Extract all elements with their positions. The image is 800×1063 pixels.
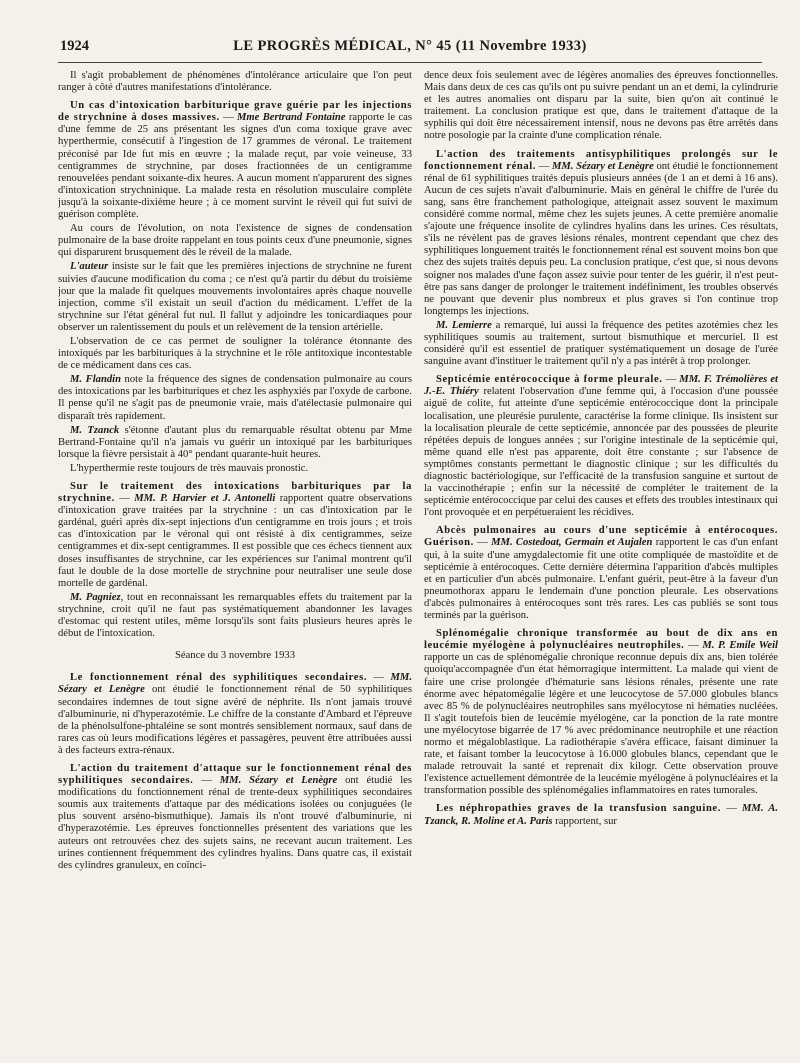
- article-paragraph: Splénomégalie chronique transformée au bout de dix ans en leucémie myélogène à polynucléaires neutrophiles. — M. P. Emile Weil rapporte un cas de splénomégalie chronique reconnue depuis dix ans, bien tolérée quoiqu'accompagnée d'un état hémorragique intermittent. La malade qui vient de faire une crise prolongée d'hématurie sans lésions rénales, présente une rate énorme avec hépatomégalie légère et une leucocytose de 57.000 globules blancs avec 85 % de polynucléaires neutrophiles sans myélocytose ni hématies nucléées. Il s'agit toutefois bien de leucémie myélogène, car la ponction de la rate montre une myélocytose bigarrée de 17 % avec prédominance neutrophile et une réaction normo et mégaloblastique. La radiothérapie s'avéra efficace, faisant diminuer la rate, et faisant tomber la leucocytose à 16.000 globules blancs, cependant que le malade retrouvait la santé et reprenait dix kilogr. Cette observation prouve l'existence actuellement démontrée de la leucémie myélogène à polynucléaires et la transformation possible des splénomégalies inflammatoires en rates tumorales.: [424, 628, 778, 797]
- article-author: M. P. Emile Weil: [702, 640, 778, 652]
- article-text: note la fréquence des signes de condensation pulmonaire au cours des intoxications par les barbituriques et chez les asphyxiés par l'oxyde de carbone. Il pense qu'il ne s'agit pas de pneumonie vraie, mais d'atélectasie pulmonaire qui disparaît très rapidement.: [58, 374, 412, 422]
- article-text: insiste sur le fait que les premières injections de strychnine ne furent suivies d'aucune modification du coma ; ce n'est qu'à partir du début du troisième jour que la malade fit quelques mouvements involontaires après chaque nouvelle injection, comme s'il existait un seuil d'action du médicament. L'effet de la strychnine sur l'état général fut nul. Il fallut y adjoindre les tonicardiaques pour observer un ralentissement du pouls et un relèvement de la tension artérielle.: [58, 261, 412, 333]
- article-paragraph: L'action des traitements antisyphilitiques prolongés sur le fonctionnement rénal. — MM. Sézary et Lenègre ont étudié le fonctionnement rénal de 61 syphilitiques traités depuis plusieurs années (de 1 an et demi à 16 ans). Aucun de ces sujets n'avait d'albuminurie. Mais en général le chiffre de l'urée du sang, sans être franchement pathologique, atteignait assez souvent le maximum considéré comme normal, même chez les sujets jeunes. A cette première anomalie s'ajoute une fréquence insolite de cylindres hyalins dans les urines. Ces résultats, s'ils ne révèlent pas de graves lésions rénales, montrent cependant que chez des syphilitiques longuement traités le fonctionnement rénal est souvent moins bon que chez des sujets traités depuis peu. La conclusion pratique, c'est que, si nous devons soigner nos malades d'une façon assez suivie pour tenter de les guérir, il n'est peut-être pas sans danger de prolonger le traitement indéfiniment, les troubles observés ne pouvant que devenir plus nombreux et plus graves si l'on continue trop longtemps les injections.: [424, 148, 778, 317]
- article-author: MM. Costedoat, Germain et Aujalen: [491, 537, 653, 549]
- article-title: L'action du traitement d'attaque sur le fonctionnement rénal des syphilitiques secondaires.: [58, 762, 412, 787]
- article-text: , tout en reconnaissant les remarquables effets du traitement par la strychnine, croit qu'il ne faut pas systématiquement abandonner les lavages d'estomac qui restent utiles, même lorsqu'ils sont faits plusieurs heures après le début de l'intoxication.: [58, 591, 412, 640]
- article-text: ont étudié les modifications du fonctionnement rénal de trente-deux syphilitiques secondaires soumis aux traitements d'attaque par des médications isolées ou conjuguées (le plus souvent arséno-bismuthique). Jamais ils n'ont trouvé d'albuminurie, ni d'hyperazotémie. Les épreuves fonctionnelles présentent des variations que les auteurs ont retrouvées chez des sujets sains, ne recevant aucun traitement. Les urines contiennent fréquemment des cylindres hyalins. Dans quatre cas, il existait des cylindres granuleux, en coïnci-: [58, 775, 412, 871]
- article-paragraph: Sur le traitement des intoxications barbituriques par la strychnine. — MM. P. Harvier et J. Antonelli rapportent quatre observations d'intoxication grave traitées par la strychnine : un cas d'intoxication par le gardénal, guéri après dix-sept injections d'un centigramme en trois jours ; et trois cas d'intoxication par le véronal qui ont résisté à dix centigrammes, seize centigrammes et dix-sept centigrammes. Il est possible que ces échecs tiennent aux doses insuffisantes de strychnine, car les expériences sur l'animal montrent qu'il faut le double de la dose mortelle de strychnine pour neutraliser une seule dose mortelle de gardénal.: [58, 481, 412, 589]
- article-author: MM. Sézary et Lenègre: [58, 672, 412, 696]
- article-septicemie-pleurale: [424, 374, 778, 519]
- article-paragraph: [58, 592, 412, 640]
- article-author: MM. P. Harvier et J. Antonelli: [134, 493, 276, 505]
- article-author: MM. Sézary et Lenègre: [551, 160, 654, 172]
- article-text: ont étudié le fonctionnement rénal de 61 syphilitiques traités depuis plusieurs années (de 1 an et demi à 16 ans). Aucun de ces sujets n'avait d'albuminurie. Mais en général le chiffre de l'urée du sang, sans être franchement pathologique, atteignait assez souvent le maximum considéré comme normal, même chez les sujets jeunes. A cette première anomalie s'ajoute une fréquence insolite de cylindres hyalins dans les urines. Ces résultats, s'ils ne révèlent pas de graves lésions rénales, montrent cependant que chez des syphilitiques longuement traités le fonctionnement rénal est souvent moins bon que chez des sujets traités depuis peu. La conclusion pratique, c'est que, si nous devons soigner nos malades d'une façon assez suivie pour tenter de les guérir, il n'est peut-être pas sans danger de prolonger le traitement indéfiniment, les troubles observés ne pouvant que devenir plus nombreux et plus graves si l'on continue trop longtemps les injections.: [424, 160, 778, 317]
- article-paragraph: L'action du traitement d'attaque sur le fonctionnement rénal des syphilitiques secondaires. — MM. Sézary et Lenègre ont étudié les modifications du fonctionnement rénal de trente-deux syphilitiques secondaires soumis aux traitements d'attaque par des médications isolées ou conjuguées (le plus souvent arséno-bismuthique). Jamais ils n'ont trouvé d'albuminurie, ni d'hyperazotémie. Les épreuves fonctionnelles présentent des variations que les auteurs ont retrouvées chez des sujets sains, ne recevant aucun traitement. Les urines contiennent fréquemment des cylindres hyalins. Dans quatre cas, il existait des cylindres granuleux, en coïnci-: [58, 762, 412, 871]
- session-date: Séance du 3 novembre 1933: [174, 650, 296, 662]
- article-abces-pulmonaires: [424, 525, 778, 622]
- right-column: [424, 70, 778, 1055]
- article-author: MM. A. Tzanck, R. Moline et A. Paris: [424, 803, 778, 827]
- article-author: M. Flandin: [70, 374, 121, 386]
- article-author: M. Pagniez: [70, 591, 121, 603]
- article-splenomegalie: [424, 628, 778, 797]
- article-paragraph: [58, 374, 412, 422]
- article-title: Sur le traitement des intoxications barbituriques par la strychnine.: [58, 481, 412, 505]
- article-title: Abcès pulmonaires au cours d'une septicémie à entérocoques. Guérison.: [424, 525, 778, 549]
- article-paragraph: [58, 261, 412, 334]
- article-title: Septicémie entérococcique à forme pleurale.: [436, 374, 663, 386]
- article-paragraph: L'observation de ce cas permet de souligner la tolérance étonnante des intoxiqués par les barbituriques à la strychnine et le rôle antitoxique incontestable de ce médicament dans ces cas.: [58, 335, 412, 372]
- continued-paragraph: dence deux fois seulement avec de légères anomalies des épreuves fonctionnelles. Mais dans deux de ces cas qu'ils ont pu suivre pendant un an et demi, la cylindrurie et les autres anomalies ont disparu par la suite, bien qu'on ait continué le traitement. La conclusion pratique est que, dans le traitement d'attaque de la syphilis qui doit être nécessairement intensif, nous ne devons pas être arrêtés dans notre posologie par la crainte d'une complication rénale.: [424, 70, 778, 142]
- page-header: [60, 36, 760, 60]
- article-author: MM. F. Trémolières et J.-E. Thiéry: [424, 374, 778, 398]
- article-paragraph: [424, 320, 778, 368]
- article-traitements-prolonges: [424, 149, 778, 369]
- article-author: M. Lemierre: [436, 319, 492, 331]
- article-text: a remarqué, lui aussi la fréquence des petites azotémies chez les syphilitiques soumis au traitement, surtout bismuthique et mercuriel. Il est considéré qu'il est essentiel de pratiquer systématiquement un dosage de l'urée sanguine avant d'instituer le traitement qu'il n'y a pas intérêt à trop prolonger.: [424, 319, 778, 368]
- article-text: s'étonne d'autant plus du remarquable résultat obtenu par Mme Bertrand-Fontaine qu'il n'a jamais vu guérir un intoxiqué par les barbituriques lorsque la fièvre persistait à 40° pendant quarante-huit heures.: [58, 424, 412, 460]
- article-paragraph: Au cours de l'évolution, on nota l'existence de signes de condensation pulmonaire de la base droite rappelant en tous points ceux d'une pneumonie, signes qui disparurent brusquement dès le réveil de la malade.: [58, 223, 412, 259]
- article-title: Splénomégalie chronique transformée au bout de dix ans en leucémie myélogène à polynucléaires neutrophiles.: [424, 628, 778, 652]
- article-title: Le fonctionnement rénal des syphilitiques secondaires.: [70, 672, 368, 684]
- article-text: rapportent, sur: [555, 815, 617, 827]
- article-paragraph: Le fonctionnement rénal des syphilitiques secondaires. — MM. Sézary et Lenègre ont étudié le fonctionnement rénal de 50 syphilitiques secondaires indemnes de tout signe avéré de néphrite. Ils n'ont jamais trouvé d'albuminurie, ni d'hyperazotémie. Le chiffre de la constante d'Ambard et l'épreuve de la phénolsulfone-phtaléine se sont montrés sensiblement normaux, sauf dans de rares cas où leurs modifications légères et passagères, peuvent être attribuées aussi à des facteurs extra-rénaux.: [58, 672, 412, 756]
- header-rule: [58, 62, 762, 63]
- article-paragraph: Les néphropathies graves de la transfusion sanguine. — MM. A. Tzanck, R. Moline et A. Paris rapportent, sur: [424, 803, 778, 827]
- article-traitement-intoxications: [58, 481, 412, 640]
- page-number: 1924: [60, 38, 89, 54]
- article-paragraph: Abcès pulmonaires au cours d'une septicémie à entérocoques. Guérison. — MM. Costedoat, Germain et Aujalen rapportent le cas d'un enfant qui, à la suite d'une amygdalectomie fit une otite compliquée de mastoïdite et de septicémie à entérocoques. Cette dernière détermina l'apparition d'abcès multiples et en particulier d'un abcès pulmonaire. L'enfant guérit, peut-être à la faveur d'un pneumothorax apparu le lendemain d'une ponction pleurale. Les observations d'abcès pulmonaires à entérocoques sont très rares. Les cas publiés se sont tous terminés par la guérison.: [424, 525, 778, 622]
- article-text: rapportent quatre observations d'intoxication grave traitées par la strychnine : un cas d'intoxication par le gardénal, guéri après dix-sept injections d'un centigramme en trois jours ; et trois cas d'intoxication par le véronal qui ont résisté à dix centigrammes, seize centigrammes et dix-sept centigrammes. Il est possible que ces échecs tiennent aux doses insuffisantes de strychnine, car les expériences sur l'animal montrent qu'il faut le double de la dose mortelle de strychnine pour neutraliser une seule dose mortelle de gardénal.: [58, 493, 412, 589]
- left-column: [58, 70, 412, 1055]
- article-fonctionnement-renal: [58, 672, 412, 757]
- article-text: ont étudié le fonctionnement rénal de 50 syphilitiques secondaires indemnes de tout signe avéré de néphrite. Ils n'ont jamais trouvé d'albuminurie, ni d'hyperazotémie. Le chiffre de la constante d'Ambard et l'épreuve de la phénolsulfone-phtaléine se sont montrés sensiblement normaux, sauf dans de rares cas où leurs modifications légères et passagères, peuvent être attribuées aussi à des facteurs extra-rénaux.: [58, 684, 412, 756]
- article-paragraph: [58, 425, 412, 461]
- article-author: L'auteur: [70, 261, 109, 273]
- article-title: L'action des traitements antisyphilitiques prolongés sur le fonctionnement rénal.: [424, 148, 778, 172]
- article-text: rapporte le cas d'une femme de 25 ans présentant les signes d'un coma toxique grave avec hyperthermie, consécutif à l'ingestion de 17 grammes de véronal. Le traitement préconisé par Ide fut mis en œuvre ; la malade reçut, par voie veineuse, 33 centigrammes de strychnine, par doses fractionnées de un centigramme renouvelées pendant soixante-dix heures. A aucun moment n'apparurent des signes d'intoxication strychninique. La malade resta en résolution musculaire complète jusqu'à la soixante-dixième heure ; à ce moment survint le réveil qui fut suivi de guérison complète.: [58, 112, 412, 221]
- article-author: MM. Sézary et Lenègre: [219, 775, 338, 787]
- article-paragraph: Un cas d'intoxication barbiturique grave guérie par les injections de strychnine à doses massives. — Mme Bertrand Fontaine rapporte le cas d'une femme de 25 ans présentant les signes d'un coma toxique grave avec hyperthermie, consécutif à l'ingestion de 17 grammes de véronal. Le traitement préconisé par Ide fut mis en œuvre ; la malade reçut, par voie veineuse, 33 centigrammes de strychnine, par doses fractionnées de un centigramme renouvelées pendant soixante-dix heures. A aucun moment n'apparurent des signes d'intoxication strychninique. La malade resta en résolution musculaire complète jusqu'à la soixante-dixième heure ; à ce moment survint le réveil qui fut suivi de guérison complète.: [58, 100, 412, 221]
- article-traitement-attaque: [58, 763, 412, 872]
- article-text: rapportent le cas d'un enfant qui, à la suite d'une amygdalectomie fit une otite compliquée de mastoïdite et de septicémie à entérocoques. Cette dernière détermina l'apparition d'abcès multiples et en particulier d'un abcès pulmonaire. L'enfant guérit, peut-être à la faveur d'un pneumothorax apparu le lendemain d'une ponction pleurale. Les observations d'abcès pulmonaires à entérocoques sont très rares. Les cas publiés se sont tous terminés par la guérison.: [424, 537, 778, 622]
- article-nephropathies: [424, 803, 778, 827]
- journal-title: LE PROGRÈS MÉDICAL, N° 45 (11 Novembre 1933): [233, 38, 587, 54]
- intro-paragraph: Il s'agit probablement de phénomènes d'intolérance articulaire que l'on peut ranger à côté d'autres manifestations d'intolérance.: [58, 70, 412, 94]
- article-text: rapporte un cas de splénomégalie chronique reconnue depuis dix ans, bien tolérée quoiqu'accompagnée d'un état hémorragique intermittent. La malade qui vient de faire une crise prolongée d'hématurie sans lésions rénales, présente une rate énorme avec hépatomégalie légère et une leucocytose de 57.000 globules blancs avec 85 % de polynucléaires neutrophiles sans myélocytose ni hématies nucléées. Il s'agit toutefois bien de leucémie myélogène, car la ponction de la rate montre une myélocytose bigarrée de 17 % avec prédominance neutrophile et une réaction normo et mégaloblastique. La radiothérapie s'avéra efficace, faisant diminuer la rate, et faisant tomber la leucocytose à 16.000 globules blancs, cependant que le malade retrouvait la santé et reprenait dix kilogr. Cette observation prouve l'existence actuellement démontrée de la leucémie myélogène à polynucléaires et la transformation possible des splénomégalies inflammatoires en rates tumorales.: [424, 652, 778, 797]
- article-paragraph: Septicémie entérococcique à forme pleurale. — MM. F. Trémolières et J.-E. Thiéry relatent l'observation d'une femme qui, à l'occasion d'une poussée aiguë de colite, fut atteinte d'une septicémie entérococcique dont la principale localisation, une pleurésie purulente, caractérise la forme clinique. Ils insistent sur la localisation pleurale de cette septicémie, annoncée par des poussées de pleurite répétées depuis de longues années ; sur l'origine intestinale de la septicémie qui, même quand elle n'est pas apparente, doit être constante ; sur l'absence de symptômes constants permettant le diagnostic clinique ; sur les difficultés du diagnostic bactériologique, sur l'efficacité de la transfusion sanguine et surtout de la vaccinothérapie ; enfin sur la nécessité de compléter le traitement de la septicémie entérococcique par celui des causes et effets des troubles intestinaux qui l'ont provoquée et en perpétueraient les récidives.: [424, 374, 778, 519]
- article-text: relatent l'observation d'une femme qui, à l'occasion d'une poussée aiguë de colite, fut atteinte d'une septicémie entérococcique dont la principale localisation, une pleurésie purulente, caractérise la forme clinique. Ils insistent sur la localisation pleurale de cette septicémie, annoncée par des poussées de pleurite répétées depuis de longues années ; sur l'origine intestinale de la septicémie qui, même quand elle n'est pas apparente, doit être constante ; sur l'absence de symptômes constants permettant le diagnostic clinique ; sur les difficultés du diagnostic bactériologique, sur l'efficacité de la transfusion sanguine et surtout de la vaccinothérapie ; enfin sur la nécessité de compléter le traitement de la septicémie entérococcique par celui des causes et effets des troubles intestinaux qui l'ont provoquée et en perpétueraient les récidives.: [424, 386, 778, 519]
- article-barbiturique-strychnine: [58, 100, 412, 475]
- article-paragraph: L'hyperthermie reste toujours de très mauvais pronostic.: [70, 462, 309, 474]
- article-author: M. Tzanck: [70, 424, 120, 436]
- article-title: Un cas d'intoxication barbiturique grave guérie par les injections de strychnine à doses massives.: [58, 100, 412, 124]
- article-author: Mme Bertrand Fontaine: [237, 112, 346, 124]
- article-title: Les néphropathies graves de la transfusion sanguine.: [436, 803, 721, 815]
